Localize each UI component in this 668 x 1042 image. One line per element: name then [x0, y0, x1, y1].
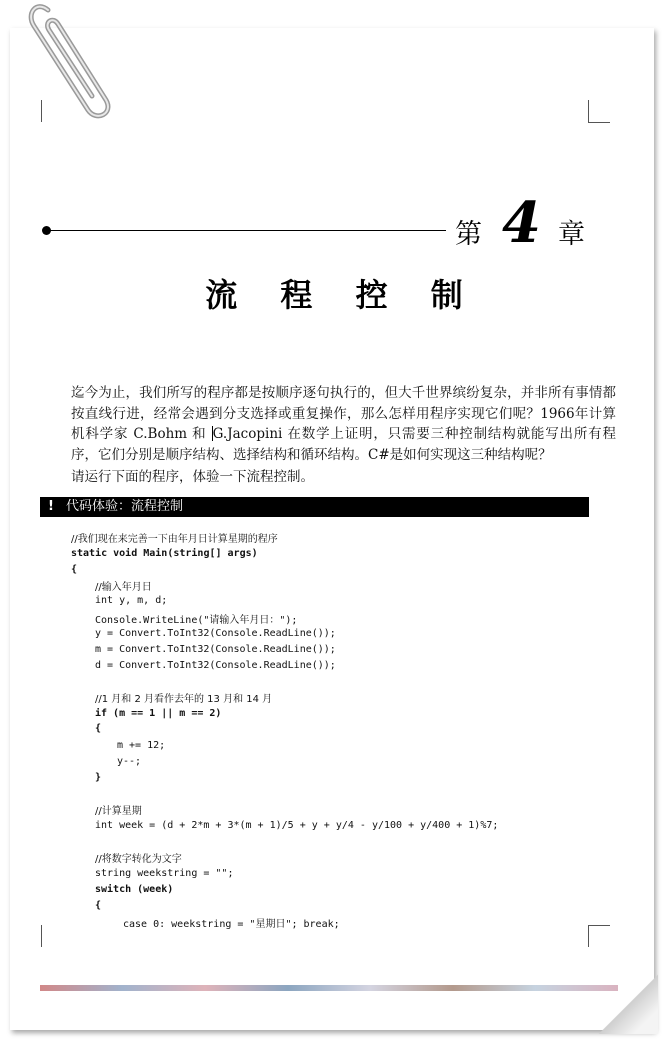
chapter-word-right: 章 — [558, 219, 585, 250]
code-line: //输入年月日 — [95, 582, 152, 593]
code-line: //我们现在来完善一下由年月日计算星期的程序 — [71, 534, 278, 545]
exclamation-icon: ! — [48, 499, 54, 514]
code-line: int y, m, d; — [95, 595, 168, 606]
crop-mark — [41, 100, 42, 122]
code-experience-banner — [40, 497, 589, 517]
crop-mark — [588, 122, 610, 123]
intro-paragraph — [44, 383, 616, 465]
code-line: Console.WriteLine("请输入年月日："); — [95, 615, 298, 626]
code-line: { — [95, 723, 102, 734]
code-line: m = Convert.ToInt32(Console.ReadLine()); — [95, 644, 336, 655]
code-line: string weekstring = ""; — [95, 868, 234, 879]
paperclip-icon — [18, 0, 118, 125]
code-line: int week = (d + 2*m + 3*(m + 1)/5 + y + y/4 - y/100 + y/400 + 1)%7; — [95, 820, 499, 831]
code-line: static void Main(string[] args) — [71, 548, 258, 559]
page-curl — [598, 974, 658, 1034]
code-line: { — [71, 564, 78, 575]
banner-label: 代码体验：流程控制 — [66, 499, 184, 514]
decorative-bottom-strip — [40, 985, 618, 991]
crop-mark — [588, 925, 589, 947]
crop-mark — [588, 100, 589, 122]
chapter-title: 流 程 控 制 — [205, 276, 479, 314]
code-line: } — [95, 772, 102, 783]
code-line: m += 12; — [117, 740, 166, 751]
chapter-rule — [48, 230, 446, 231]
code-line: //1 月和 2 月看作去年的 13 月和 14 月 — [95, 694, 273, 705]
code-line: //将数字转化为文字 — [95, 854, 182, 865]
code-line: { — [95, 900, 102, 911]
code-line: case 0: weekstring = "星期日"; break; — [123, 919, 340, 930]
code-line: d = Convert.ToInt32(Console.ReadLine()); — [95, 660, 336, 671]
code-line: y--; — [117, 756, 142, 767]
intro-text-part2: G.Jacopini 在数学上证明，只需要三种控制结构就能写出所有程序，它们分别是顺序结构、选择结构和循环结构。C#是如何实现这三种结构呢？ — [71, 426, 616, 463]
code-line: //计算星期 — [95, 806, 142, 817]
chapter-number: 4 — [502, 190, 541, 256]
chapter-word-left: 第 — [455, 219, 482, 250]
document-page — [10, 28, 654, 1030]
intro-text-part1: 迄今为止，我们所写的程序都是按顺序逐句执行的，但大千世界缤纷复杂，并非所有事情都按直线行进，经常会遇到分支选择或重复操作，那么怎样用程序实现它们呢？1966年计算机科学家 C.Bohm 和 — [71, 385, 616, 442]
intro-instruction: 请运行下面的程序，体验一下流程控制。 — [71, 469, 314, 485]
code-line: if (m == 1 || m == 2) — [95, 708, 222, 719]
crop-mark — [41, 925, 42, 947]
code-line: switch (week) — [95, 884, 174, 895]
crop-mark — [588, 925, 610, 926]
code-line: y = Convert.ToInt32(Console.ReadLine()); — [95, 628, 336, 639]
